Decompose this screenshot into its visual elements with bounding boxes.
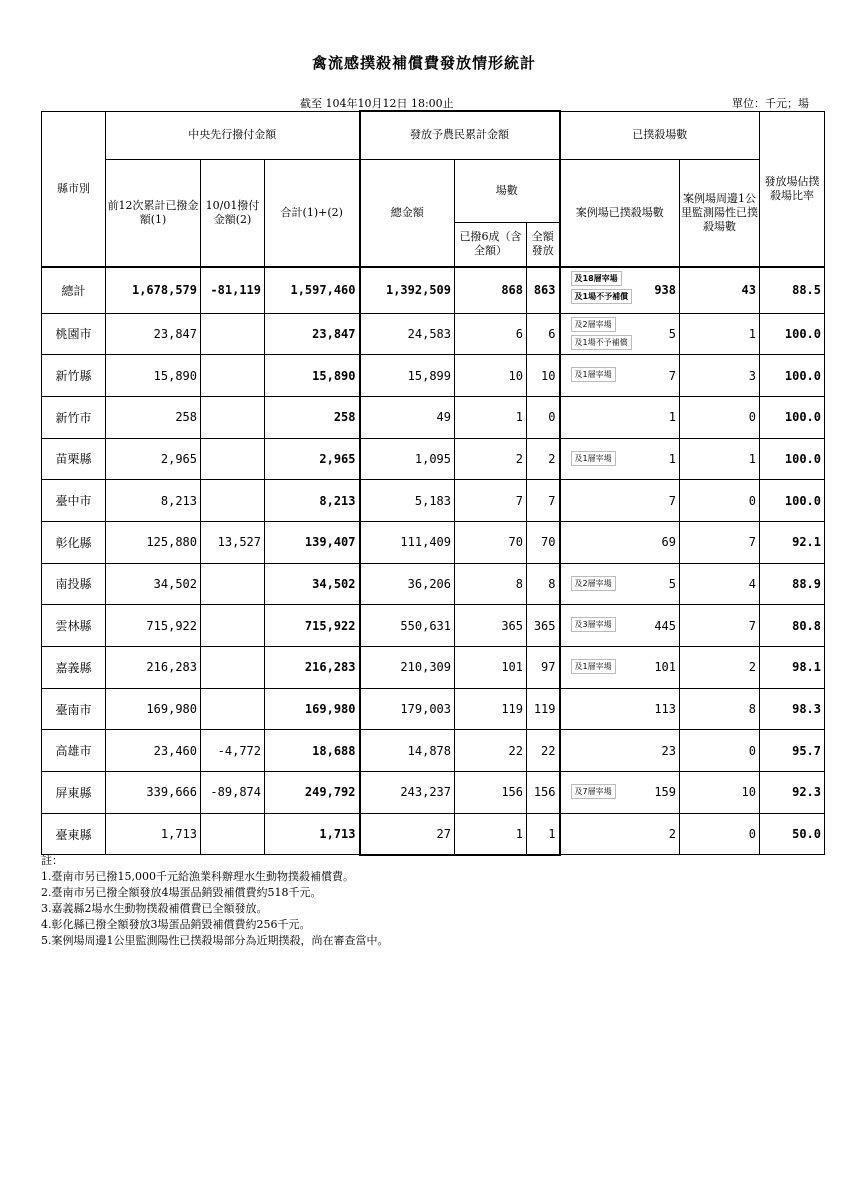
- header-full: 全額發放: [527, 222, 560, 267]
- table-row: [42, 396, 825, 438]
- sum-cell: 34,502: [265, 563, 360, 605]
- remark-box: 及1層宰場: [571, 451, 616, 466]
- remark-box: 及1場不予補償: [571, 289, 633, 304]
- county-cell: 南投縣: [42, 563, 106, 605]
- header-sum: 合計(1)+(2): [265, 159, 360, 267]
- case-farms-cell: 7 及1層宰場: [560, 355, 680, 397]
- ratio-cell: 100.0: [760, 355, 825, 397]
- compensation-table: [41, 110, 825, 856]
- total-amount-cell: 5,183: [360, 480, 455, 522]
- prev12-cell: 125,880: [106, 521, 201, 563]
- sixty-cell: 119: [455, 688, 527, 730]
- ratio-cell: 88.9: [760, 563, 825, 605]
- sixty-cell: 70: [455, 521, 527, 563]
- table-row: [42, 813, 825, 855]
- sum-cell: 169,980: [265, 688, 360, 730]
- header-nearby: 案例場周邊1公里監測陽性已撲殺場數: [680, 159, 760, 267]
- header-ratio: 發放場佔撲殺場比率: [760, 111, 825, 267]
- sixty-cell: 6: [455, 313, 527, 355]
- table-row: [42, 772, 825, 814]
- ratio-cell: 98.1: [760, 647, 825, 689]
- full-cell: 156: [527, 772, 560, 814]
- oct01-cell: [201, 563, 265, 605]
- case-farms-cell: 445 及3層宰場: [560, 605, 680, 647]
- nearby-cell: 10: [680, 772, 760, 814]
- county-cell: 臺南市: [42, 688, 106, 730]
- oct01-cell: -81,119: [201, 267, 265, 313]
- ratio-cell: 50.0: [760, 813, 825, 855]
- total-amount-cell: 36,206: [360, 563, 455, 605]
- table-row: [42, 355, 825, 397]
- total-amount-cell: 111,409: [360, 521, 455, 563]
- sum-cell: 216,283: [265, 647, 360, 689]
- table-row: [42, 438, 825, 480]
- ratio-cell: 100.0: [760, 438, 825, 480]
- footnote-line: 3.嘉義縣2場水生動物撲殺補償費已全額發放。: [41, 902, 268, 915]
- county-cell: 彰化縣: [42, 521, 106, 563]
- full-cell: 6: [527, 313, 560, 355]
- header-culled-group: 已撲殺場數: [560, 111, 760, 159]
- oct01-cell: [201, 647, 265, 689]
- sum-cell: 18,688: [265, 730, 360, 772]
- nearby-cell: 2: [680, 647, 760, 689]
- county-cell: 新竹市: [42, 396, 106, 438]
- nearby-cell: 0: [680, 813, 760, 855]
- header-oct01: 10/01撥付金額(2): [201, 159, 265, 267]
- case-farms-cell: 69: [560, 521, 680, 563]
- full-cell: 1: [527, 813, 560, 855]
- table-row: [42, 605, 825, 647]
- case-farms-cell: 5 及2層宰場 及1場不予補償: [560, 313, 680, 355]
- remark-box: 及18層宰場: [571, 271, 622, 286]
- ratio-cell: 95.7: [760, 730, 825, 772]
- nearby-cell: 0: [680, 480, 760, 522]
- table-row: [42, 521, 825, 563]
- footnote-line: 2.臺南市另已撥全額發放4場蛋品銷毀補償費約518千元。: [41, 886, 322, 899]
- total-amount-cell: 49: [360, 396, 455, 438]
- header-sixty: 已撥6成（含全額）: [455, 222, 527, 267]
- county-cell: 臺中市: [42, 480, 106, 522]
- full-cell: 70: [527, 521, 560, 563]
- table-row: [42, 647, 825, 689]
- remark-box: 及1場不予補償: [571, 335, 632, 350]
- oct01-cell: 13,527: [201, 521, 265, 563]
- sum-cell: 139,407: [265, 521, 360, 563]
- prev12-cell: 23,460: [106, 730, 201, 772]
- remark-box: 及7層宰場: [571, 784, 616, 799]
- total-amount-cell: 15,899: [360, 355, 455, 397]
- footnotes: [41, 853, 389, 949]
- header-farms: 場數: [455, 159, 560, 222]
- oct01-cell: -89,874: [201, 772, 265, 814]
- full-cell: 97: [527, 647, 560, 689]
- page-title: 禽流感撲殺補償費發放情形統計: [311, 54, 536, 72]
- nearby-cell: 7: [680, 605, 760, 647]
- full-cell: 8: [527, 563, 560, 605]
- case-farms-cell: 5 及2層宰場: [560, 563, 680, 605]
- full-cell: 0: [527, 396, 560, 438]
- prev12-cell: 258: [106, 396, 201, 438]
- total-row: [42, 267, 825, 313]
- remark-box: 及1層宰場: [571, 367, 616, 382]
- full-cell: 2: [527, 438, 560, 480]
- case-farms-cell: 7: [560, 480, 680, 522]
- ratio-cell: 100.0: [760, 480, 825, 522]
- sixty-cell: 156: [455, 772, 527, 814]
- nearby-cell: 0: [680, 396, 760, 438]
- nearby-cell: 43: [680, 267, 760, 313]
- unit-label: 單位：千元；場: [732, 97, 809, 110]
- case-farms-cell: 1 及1層宰場: [560, 438, 680, 480]
- case-farms-cell: 101 及1層宰場: [560, 647, 680, 689]
- nearby-cell: 0: [680, 730, 760, 772]
- header-county: 縣市別: [42, 111, 106, 267]
- case-farms-cell: 938 及18層宰場 及1場不予補償: [560, 267, 680, 313]
- total-amount-cell: 14,878: [360, 730, 455, 772]
- case-farms-cell: 23: [560, 730, 680, 772]
- full-cell: 863: [527, 267, 560, 313]
- full-cell: 365: [527, 605, 560, 647]
- prev12-cell: 2,965: [106, 438, 201, 480]
- prev12-cell: 339,666: [106, 772, 201, 814]
- county-cell: 臺東縣: [42, 813, 106, 855]
- ratio-cell: 92.1: [760, 521, 825, 563]
- sixty-cell: 10: [455, 355, 527, 397]
- nearby-cell: 1: [680, 438, 760, 480]
- case-farms-cell: 159 及7層宰場: [560, 772, 680, 814]
- oct01-cell: [201, 438, 265, 480]
- oct01-cell: -4,772: [201, 730, 265, 772]
- footnote-line: 5.案例場周邊1公里監測陽性已撲殺場部分為近期撲殺，尚在審查當中。: [41, 934, 389, 947]
- sixty-cell: 8: [455, 563, 527, 605]
- ratio-cell: 88.5: [760, 267, 825, 313]
- sixty-cell: 1: [455, 813, 527, 855]
- nearby-cell: 3: [680, 355, 760, 397]
- sum-cell: 1,713: [265, 813, 360, 855]
- ratio-cell: 100.0: [760, 313, 825, 355]
- prev12-cell: 715,922: [106, 605, 201, 647]
- county-cell: 總計: [42, 267, 106, 313]
- oct01-cell: [201, 813, 265, 855]
- total-amount-cell: 243,237: [360, 772, 455, 814]
- county-cell: 嘉義縣: [42, 647, 106, 689]
- header-farmer-group: 發放予農民累計金額: [360, 111, 560, 159]
- oct01-cell: [201, 605, 265, 647]
- oct01-cell: [201, 355, 265, 397]
- table-row: [42, 480, 825, 522]
- table-row: [42, 313, 825, 355]
- table-row: [42, 730, 825, 772]
- sixty-cell: 1: [455, 396, 527, 438]
- sixty-cell: 101: [455, 647, 527, 689]
- prev12-cell: 8,213: [106, 480, 201, 522]
- prev12-cell: 1,713: [106, 813, 201, 855]
- prev12-cell: 23,847: [106, 313, 201, 355]
- remark-box: 及1層宰場: [571, 659, 616, 674]
- prev12-cell: 169,980: [106, 688, 201, 730]
- sum-cell: 2,965: [265, 438, 360, 480]
- total-amount-cell: 550,631: [360, 605, 455, 647]
- sum-cell: 258: [265, 396, 360, 438]
- sixty-cell: 7: [455, 480, 527, 522]
- nearby-cell: 8: [680, 688, 760, 730]
- prev12-cell: 34,502: [106, 563, 201, 605]
- total-amount-cell: 1,095: [360, 438, 455, 480]
- case-farms-cell: 113: [560, 688, 680, 730]
- header-total-amount: 總金額: [360, 159, 455, 267]
- county-cell: 屏東縣: [42, 772, 106, 814]
- sixty-cell: 2: [455, 438, 527, 480]
- remark-box: 及2層宰場: [571, 576, 616, 591]
- county-cell: 桃園市: [42, 313, 106, 355]
- prev12-cell: 1,678,579: [106, 267, 201, 313]
- ratio-cell: 100.0: [760, 396, 825, 438]
- nearby-cell: 4: [680, 563, 760, 605]
- total-amount-cell: 210,309: [360, 647, 455, 689]
- case-farms-cell: 1: [560, 396, 680, 438]
- ratio-cell: 98.3: [760, 688, 825, 730]
- header-central-group: 中央先行撥付金額: [106, 111, 360, 159]
- sum-cell: 8,213: [265, 480, 360, 522]
- full-cell: 22: [527, 730, 560, 772]
- county-cell: 高雄市: [42, 730, 106, 772]
- oct01-cell: [201, 396, 265, 438]
- ratio-cell: 80.8: [760, 605, 825, 647]
- sum-cell: 249,792: [265, 772, 360, 814]
- full-cell: 10: [527, 355, 560, 397]
- total-amount-cell: 179,003: [360, 688, 455, 730]
- oct01-cell: [201, 313, 265, 355]
- nearby-cell: 7: [680, 521, 760, 563]
- header-case-farms: 案例場已撲殺場數: [560, 159, 680, 267]
- nearby-cell: 1: [680, 313, 760, 355]
- header-prev12: 前12次累計已撥金額(1): [106, 159, 201, 267]
- sum-cell: 1,597,460: [265, 267, 360, 313]
- prev12-cell: 15,890: [106, 355, 201, 397]
- oct01-cell: [201, 480, 265, 522]
- prev12-cell: 216,283: [106, 647, 201, 689]
- sum-cell: 15,890: [265, 355, 360, 397]
- table-row: [42, 688, 825, 730]
- total-amount-cell: 24,583: [360, 313, 455, 355]
- footnote-line: 4.彰化縣已撥全額發放3場蛋品銷毀補償費約256千元。: [41, 918, 311, 931]
- full-cell: 7: [527, 480, 560, 522]
- sixty-cell: 365: [455, 605, 527, 647]
- remark-box: 及3層宰場: [571, 617, 616, 632]
- oct01-cell: [201, 688, 265, 730]
- sum-cell: 715,922: [265, 605, 360, 647]
- sixty-cell: 22: [455, 730, 527, 772]
- case-farms-cell: 2: [560, 813, 680, 855]
- sixty-cell: 868: [455, 267, 527, 313]
- full-cell: 119: [527, 688, 560, 730]
- footnote-line: 註：: [41, 854, 63, 867]
- county-cell: 苗栗縣: [42, 438, 106, 480]
- remark-box: 及2層宰場: [571, 317, 616, 332]
- county-cell: 雲林縣: [42, 605, 106, 647]
- county-cell: 新竹縣: [42, 355, 106, 397]
- ratio-cell: 92.3: [760, 772, 825, 814]
- total-amount-cell: 1,392,509: [360, 267, 455, 313]
- table-row: [42, 563, 825, 605]
- sum-cell: 23,847: [265, 313, 360, 355]
- total-amount-cell: 27: [360, 813, 455, 855]
- as-of-date: 截至 104年10月12日 18:00止: [300, 97, 454, 110]
- footnote-line: 1.臺南市另已撥15,000千元給漁業科辦理水生動物撲殺補償費。: [41, 870, 354, 883]
